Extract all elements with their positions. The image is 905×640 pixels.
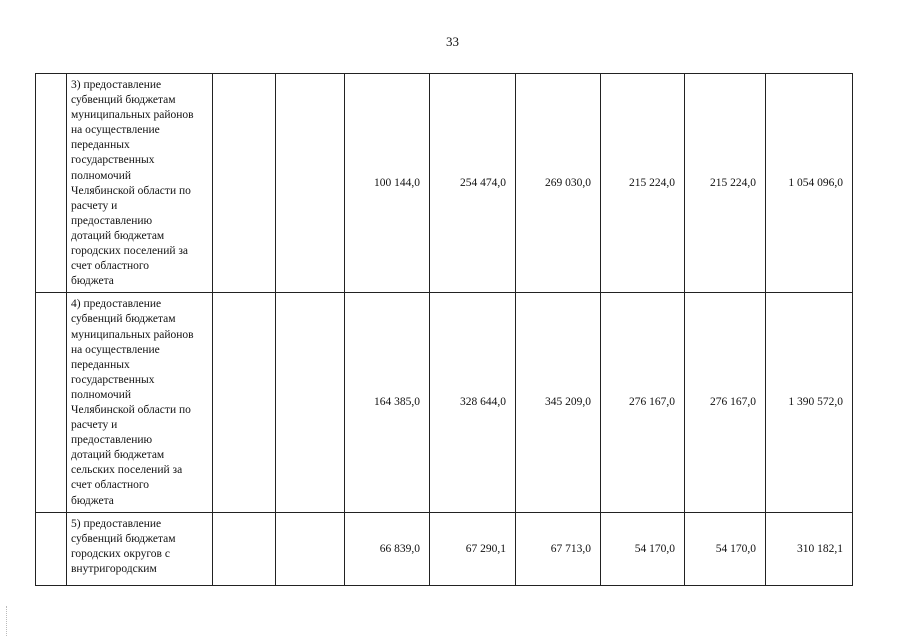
- total-cell: 1 054 096,0: [766, 74, 853, 293]
- description-cell: [67, 512, 213, 585]
- table-row: [36, 512, 853, 585]
- description-text: 4) предоставление субвенций бюджетам муниципальных районов на осуществление переданных государственных полномочий Челябинской области по расчету и предоставлению дотаций бюджетам сельских поселений за счет областного бюджета: [71, 298, 194, 507]
- value-cell: 345 209,0: [516, 293, 601, 512]
- value-cell: 54 170,0: [601, 512, 685, 585]
- index-cell: [36, 293, 67, 512]
- value-cell: 215 224,0: [601, 74, 685, 293]
- empty-cell: [276, 293, 345, 512]
- index-cell: [36, 512, 67, 585]
- description-cell: [67, 74, 213, 293]
- empty-cell: [213, 512, 276, 585]
- value-cell: 254 474,0: [430, 74, 516, 293]
- value-cell: 100 144,0: [345, 74, 430, 293]
- value-cell: 66 839,0: [345, 512, 430, 585]
- budget-table: [35, 73, 853, 586]
- description-cell: [67, 293, 213, 512]
- value-cell: 54 170,0: [685, 512, 766, 585]
- table-row: [36, 74, 853, 293]
- empty-cell: [213, 74, 276, 293]
- table-row: [36, 293, 853, 512]
- index-cell: [36, 74, 67, 293]
- page-number: 33: [446, 34, 459, 49]
- value-cell: 215 224,0: [685, 74, 766, 293]
- scan-edge-mark: [6, 606, 8, 636]
- value-cell: 67 713,0: [516, 512, 601, 585]
- value-cell: 67 290,1: [430, 512, 516, 585]
- empty-cell: [276, 74, 345, 293]
- description-text: 3) предоставление субвенций бюджетам муниципальных районов на осуществление переданных государственных полномочий Челябинской области по расчету и предоставлению дотаций бюджетам городских поселений за счет областного бюджета: [71, 79, 194, 288]
- value-cell: 276 167,0: [601, 293, 685, 512]
- total-cell: 1 390 572,0: [766, 293, 853, 512]
- total-cell: 310 182,1: [766, 512, 853, 585]
- value-cell: 164 385,0: [345, 293, 430, 512]
- value-cell: 328 644,0: [430, 293, 516, 512]
- empty-cell: [213, 293, 276, 512]
- empty-cell: [276, 512, 345, 585]
- description-text: 5) предоставление субвенций бюджетам городских округов с внутригородским: [71, 517, 176, 575]
- value-cell: 276 167,0: [685, 293, 766, 512]
- value-cell: 269 030,0: [516, 74, 601, 293]
